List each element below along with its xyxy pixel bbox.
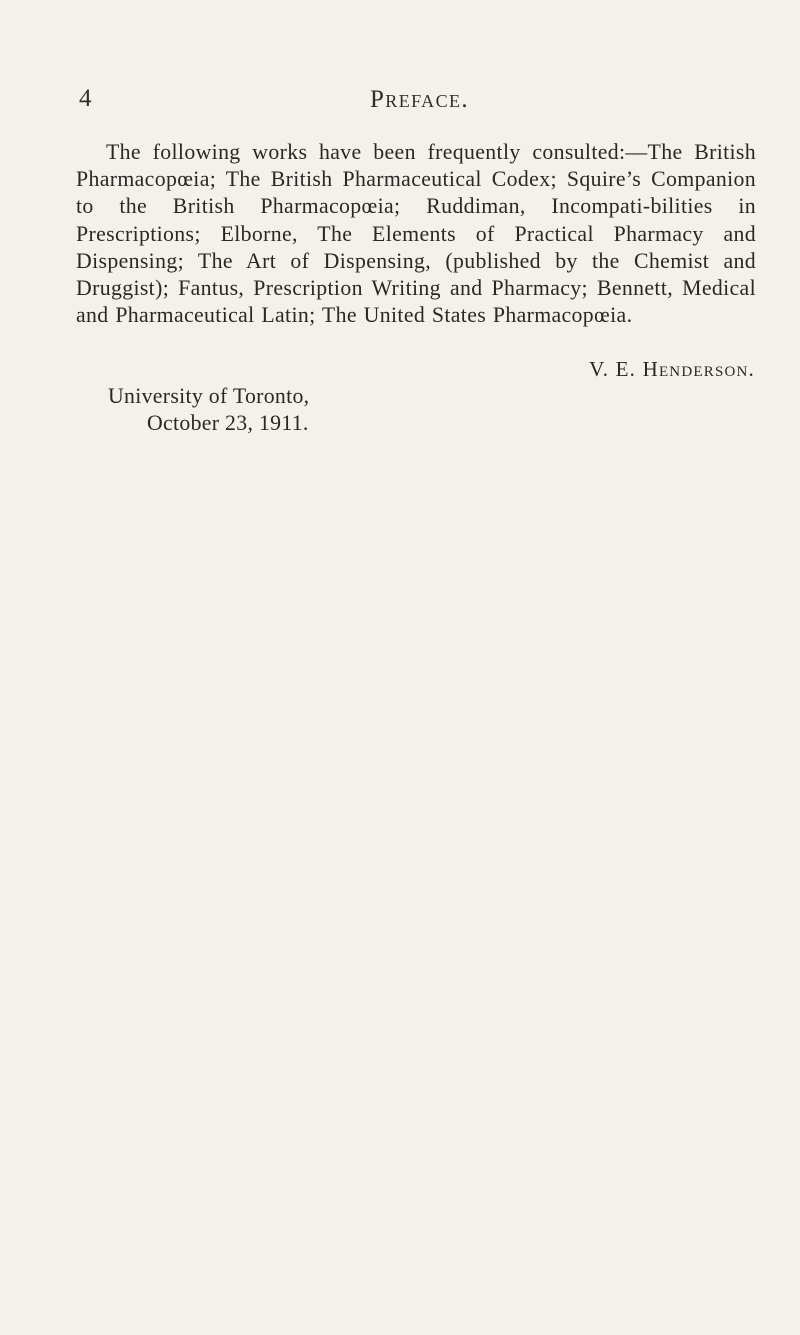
- page-number: 4: [79, 85, 92, 112]
- author-signature: V. E. Henderson.: [589, 357, 755, 381]
- date-line: October 23, 1911.: [147, 411, 309, 435]
- preface-paragraph: The following works have been frequently consulted:—The British Pharmacopœia; The British Pharmaceutical Codex; Squire’s Companion to the British Pharmacopœia; Ruddiman, Incompati-bilities in Prescriptions; Elborne, The Elements of Practical Pharmacy and Dispensing; The Art of Dispensing, (published by the Chemist and Druggist); Fantus, Prescription Writing and Pharmacy; Bennett, Medical and Pharmaceutical Latin; The United States Pharmacopœia.: [76, 140, 756, 328]
- place-line: University of Toronto,: [108, 384, 310, 408]
- running-head: Preface.: [370, 86, 470, 113]
